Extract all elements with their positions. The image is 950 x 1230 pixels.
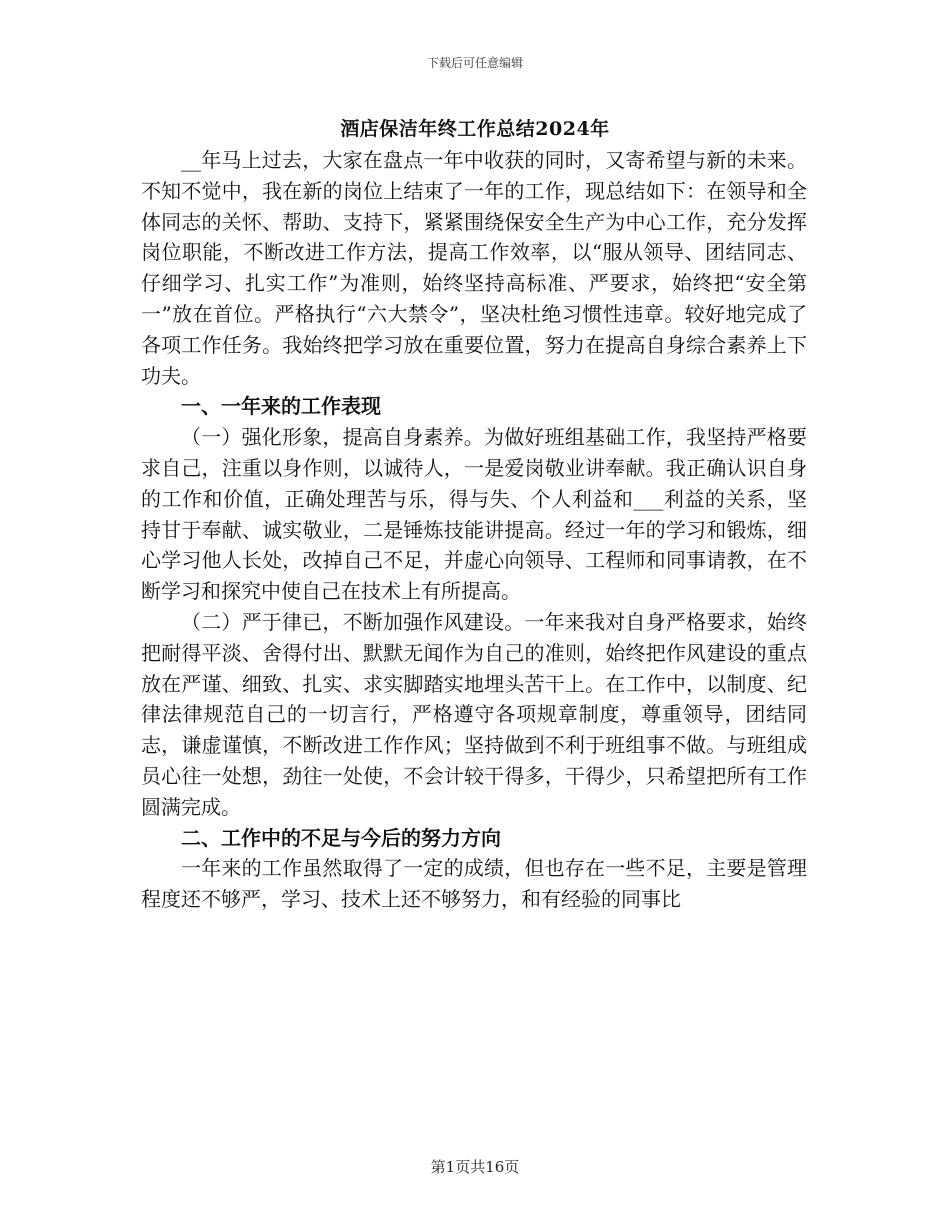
section2-paragraph-1: 一年来的工作虽然取得了一定的成绩，但也存在一些不足，主要是管理程度还不够严，学习、技术上还不够努力，和有经验的同事比 bbox=[141, 856, 807, 912]
section1-paragraph-1: （一）强化形象，提高自身素养。为做好班组基础工作，我坚持严格要求自己，注重以身作则，以诚待人，一是爱岗敬业讲奉献。我正确认识自身的工作和价值，正确处理苦与乐，得与失、个人利益和___利益的关系，坚持甘于奉献、诚实敬业，二是锤炼技能讲提高。经过一年的学习和锻炼，细心学习他人长处，改掉自己不足，并虚心向领导、工程师和同事请教，在不断学习和探究中使自己在技术上有所提高。 bbox=[141, 425, 807, 604]
document-title: 酒店保洁年终工作总结2024年 bbox=[340, 118, 610, 140]
intro-paragraph: __年马上过去，大家在盘点一年中收获的同时，又寄希望与新的未来。不知不觉中，我在新的岗位上结束了一年的工作，现总结如下：在领导和全体同志的关怀、帮助、支持下，紧紧围绕保安全生产为中心工作，充分发挥岗位职能，不断改进工作方法，提高工作效率，以“服从领导、团结同志、仔细学习、扎实工作”为准则，始终坚持高标准、严要求，始终把“安全第一”放在首位。严格执行“六大禁令”，坚决杜绝习惯性违章。较好地完成了各项工作任务。我始终把学习放在重要位置，努力在提高自身综合素养上下功夫。 bbox=[141, 148, 807, 388]
section1-heading: 一、一年来的工作表现 bbox=[181, 394, 381, 419]
section2-heading: 二、工作中的不足与今后的努力方向 bbox=[181, 825, 501, 850]
page-header: 下载后可任意编辑 bbox=[426, 56, 523, 70]
page-footer: 第1页共16页 bbox=[430, 1158, 520, 1176]
section1-paragraph-2: （二）严于律已，不断加强作风建设。一年来我对自身严格要求，始终把耐得平淡、舍得付出、默默无闻作为自己的准则，始终把作风建设的重点放在严谨、细致、扎实、求实脚踏实地埋头苦干上。在工作中，以制度、纪律法律规范自己的一切言行，严格遵守各项规章制度，尊重领导，团结同志，谦虚谨慎，不断改进工作作风；坚持做到不利于班组事不做。与班组成员心往一处想，劲往一处使，不会计较干得多，干得少，只希望把所有工作圆满完成。 bbox=[141, 609, 807, 819]
document-body bbox=[141, 145, 807, 915]
